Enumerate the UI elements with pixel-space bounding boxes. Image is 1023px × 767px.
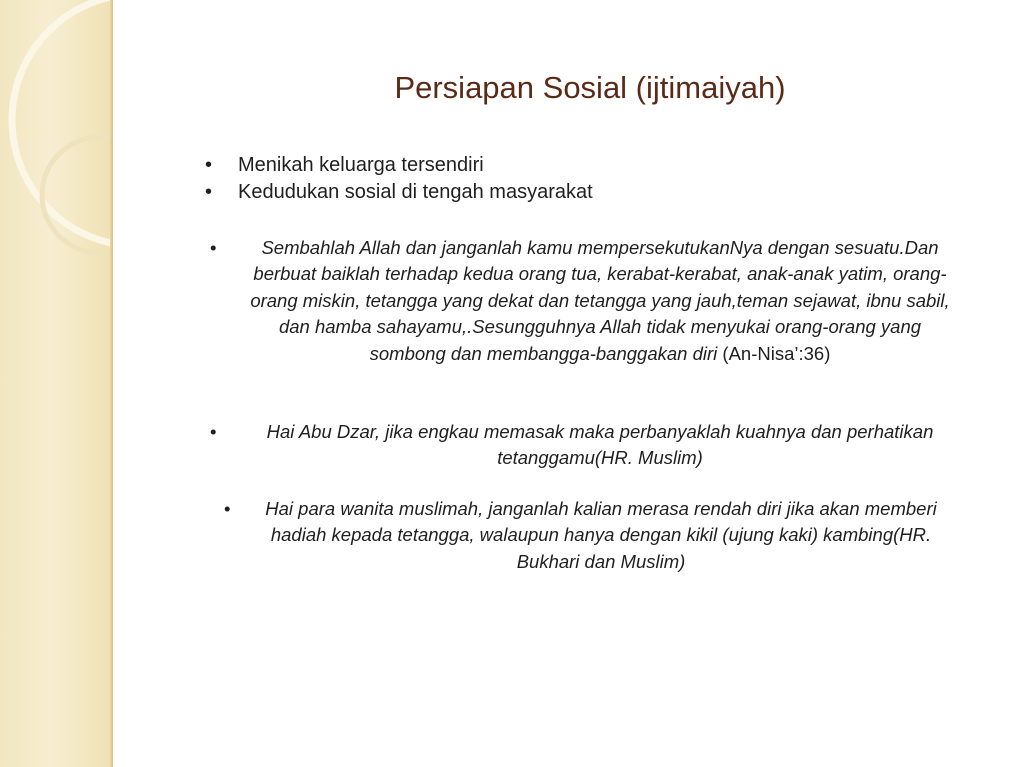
quote-text: Hai para wanita muslimah, janganlah kalian merasa rendah diri jika akan memberi hadiah kepada tetangga, walaupun hanya dengan kikil (ujung kaki) kambing(HR. Bukhari dan Muslim) <box>265 498 937 572</box>
bullet-text: Kedudukan sosial di tengah masyarakat <box>238 181 593 203</box>
bullet-item <box>205 152 593 179</box>
bullet-marker: • <box>210 237 217 258</box>
bullet-marker: • <box>224 498 231 519</box>
quote-an-nisa <box>210 235 960 367</box>
decorative-circle-large <box>12 0 113 246</box>
quote-text: Hai Abu Dzar, jika engkau memasak maka perbanyaklah kuahnya dan perhatikan tetanggamu(HR. Muslim) <box>266 421 934 469</box>
quote-source: (An-Nisa’:36) <box>717 342 831 364</box>
bullet-text: Menikah keluarga tersendiri <box>238 154 484 176</box>
decorative-circles <box>0 0 113 767</box>
bullet-marker: • <box>205 154 213 176</box>
quote-text: Sembahlah Allah dan janganlah kamu mempersekutukanNya dengan sesuatu.Dan berbuat baiklah terhadap kedua orang tua, kerabat-kerabat, anak-anak yatim, orang-orang miskin, tetangga yang dekat dan tetangga yang jauh,teman sejawat, ibnu sabil, dan hamba sahayamu,.Sesungguhnya Allah tidak menyukai orang-orang yang sombong dan membangga-banggakan diri <box>250 237 950 364</box>
slide-title: Persiapan Sosial (ijtimaiyah) <box>394 70 786 105</box>
bullet-marker: • <box>210 421 217 442</box>
bullet-marker: • <box>205 181 213 203</box>
decorative-side-band <box>0 0 113 767</box>
bullet-item <box>205 179 593 206</box>
quote-hadith-abu-dzar <box>210 419 960 472</box>
bullet-list <box>205 152 593 206</box>
quote-hadith-wanita-muslimah <box>224 496 956 575</box>
decorative-circle-small <box>42 137 113 253</box>
